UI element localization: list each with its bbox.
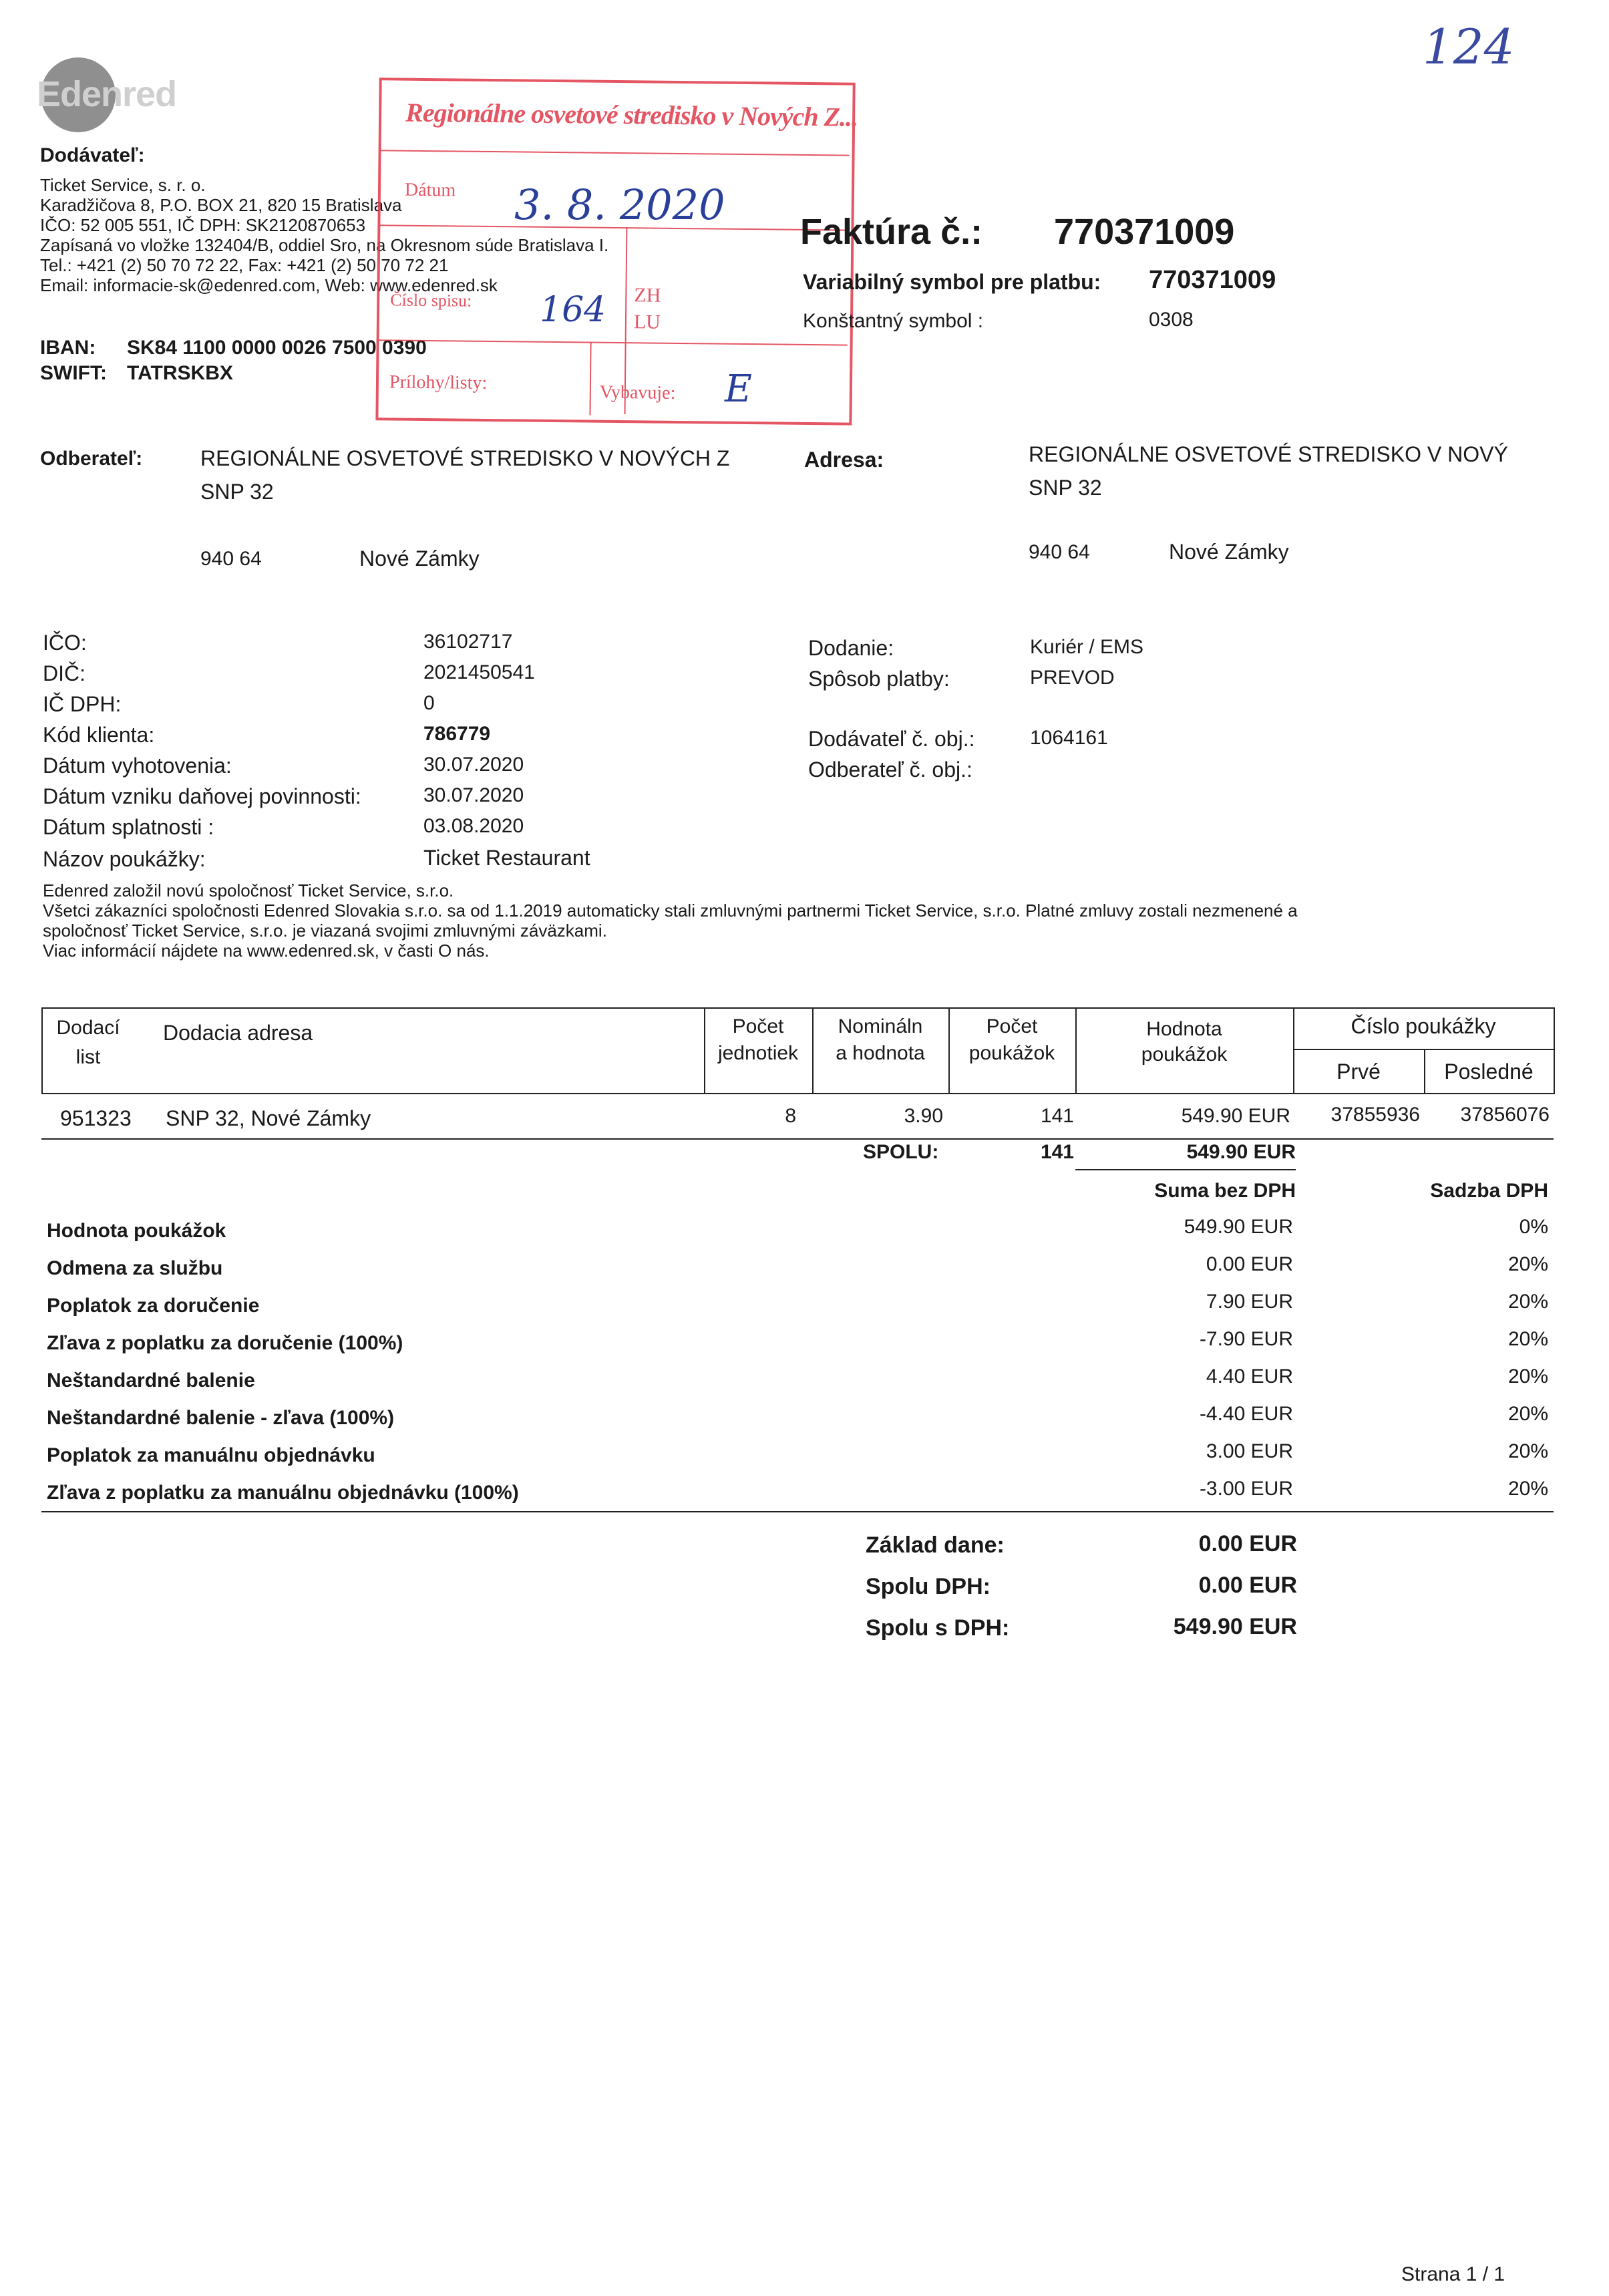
summary-item-amount: 549.90 EUR (1184, 1216, 1293, 1238)
summary-col-rate: Sadzba DPH (1430, 1180, 1548, 1202)
detail-value: 0 (423, 692, 435, 714)
supplier-line: IČO: 52 005 551, IČ DPH: SK2120870653 (40, 215, 366, 235)
summary-item-label: Neštandardné balenie - zľava (100%) (47, 1407, 395, 1429)
stamp-date-label: Dátum (404, 179, 456, 201)
handwritten-page-number: 124 (1423, 19, 1515, 75)
supplier-heading: Dodávateľ: (40, 144, 145, 166)
summary-item-label: Odmena za službu (47, 1257, 223, 1279)
address-city: Nové Zámky (1169, 540, 1289, 564)
col-header-pocet-jednotiek: jednotiek (717, 1042, 799, 1064)
total-line-value: 0.00 EUR (1198, 1573, 1297, 1598)
invoice-number: 770371009 (1054, 212, 1235, 252)
customer-city: Nové Zámky (359, 546, 480, 570)
summary-item-amount: 4.40 EUR (1206, 1365, 1293, 1387)
customer-label: Odberateľ: (40, 448, 143, 470)
detail-value: 03.08.2020 (423, 815, 524, 837)
summary-item-amount: -3.00 EUR (1199, 1478, 1293, 1500)
edenred-logo (37, 55, 177, 135)
total-line-value: 0.00 EUR (1198, 1531, 1297, 1556)
summary-item-rate: 20% (1507, 1365, 1548, 1387)
table-border (41, 1007, 1554, 1009)
total-line-value: 549.90 EUR (1173, 1614, 1297, 1639)
total-line-label: Základ dane: (866, 1532, 1005, 1558)
supplier-line: Zapísaná vo vložke 132404/B, oddiel Sro, na Okresnom súde Bratislava I. (40, 235, 609, 255)
detail-label: Dátum splatnosti : (43, 815, 214, 839)
delivery-label: Dodávateľ č. obj.: (808, 727, 975, 751)
registry-stamp (375, 77, 860, 430)
total-value: 549.90 EUR (1186, 1141, 1296, 1163)
col-header-dodaci: Dodací (56, 1017, 120, 1039)
summary-item-label: Zľava z poplatku za doručenie (100%) (47, 1332, 403, 1354)
summary-item-amount: -4.40 EUR (1199, 1403, 1293, 1425)
cell-pocet-poukazok: 141 (1040, 1105, 1074, 1127)
summary-item-label: Zľava z poplatku za manuálnu objednávku (100%) (47, 1482, 519, 1504)
cell-pocet-jednotiek: 8 (785, 1105, 796, 1127)
invoice-title-label: Faktúra č.: (800, 212, 983, 252)
table-border (1293, 1049, 1554, 1050)
customer-street: SNP 32 (200, 480, 274, 504)
summary-item-rate: 20% (1507, 1328, 1548, 1350)
summary-item-rate: 20% (1507, 1440, 1548, 1462)
var-symbol-value: 770371009 (1149, 266, 1276, 294)
iban-label: IBAN: (40, 337, 96, 359)
table-total-border (41, 1138, 1554, 1140)
cell-adresa: SNP 32, Nové Zámky (166, 1106, 371, 1130)
address-name: REGIONÁLNE OSVETOVÉ STREDISKO V NOVÝ (1029, 442, 1508, 466)
detail-label: Dátum vzniku daňovej povinnosti: (43, 784, 361, 808)
notice-line: Edenred založil novú spoločnosť Ticket Service, s.r.o. (43, 880, 454, 900)
summary-item-rate: 0% (1519, 1216, 1548, 1238)
detail-label: IČO: (43, 631, 87, 655)
stamp-attachments-label: Prílohy/listy: (389, 371, 488, 393)
swift-label: SWIFT: (40, 362, 107, 384)
col-header-adresa: Dodacia adresa (163, 1021, 313, 1045)
detail-label: IČ DPH: (43, 692, 122, 716)
var-symbol-label: Variabilný symbol pre platbu: (803, 270, 1101, 294)
total-line-label: Spolu DPH: (866, 1574, 991, 1599)
delivery-label: Odberateľ č. obj.: (808, 758, 972, 782)
summary-item-label: Poplatok za doručenie (47, 1295, 260, 1317)
detail-label: Názov poukážky: (43, 847, 206, 871)
summary-item-label: Poplatok za manuálnu objednávku (47, 1444, 375, 1466)
cell-posledne: 37856076 (1460, 1104, 1550, 1126)
stamp-lu: LU (633, 311, 661, 333)
notice-line: spoločnosť Ticket Service, s.r.o. je viazaná svojimi zmluvnými záväzkami. (43, 921, 607, 941)
summary-underline (41, 1511, 1554, 1512)
stamp-file-label: Číslo spisu: (390, 290, 472, 311)
table-border (41, 1093, 1554, 1094)
delivery-label: Dodanie: (808, 636, 894, 660)
supplier-line: Email: informacie-sk@edenred.com, Web: www.edenred.sk (40, 275, 498, 295)
col-header-nominal: Nomináln (838, 1015, 923, 1037)
col-header-pocet-poukazok: poukážok (968, 1042, 1055, 1064)
notice-line: Všetci zákazníci spoločnosti Edenred Slovakia s.r.o. sa od 1.1.2019 automaticky stali zmluvnými partnermi Ticket Service, s.r.o. Platné zmluvy zostali nezmenené a (43, 900, 1298, 921)
summary-item-label: Neštandardné balenie (47, 1369, 255, 1391)
swift-value: TATRSKBX (127, 362, 233, 384)
total-label: SPOLU: (863, 1141, 939, 1163)
table-total-underline (1075, 1169, 1296, 1170)
detail-label: Dátum vyhotovenia: (43, 754, 232, 778)
summary-item-rate: 20% (1507, 1253, 1548, 1275)
address-street: SNP 32 (1029, 476, 1102, 500)
summary-item-label: Hodnota poukážok (47, 1220, 226, 1242)
stamp-handled-handwritten: E (725, 367, 752, 411)
summary-item-rate: 20% (1507, 1291, 1548, 1313)
summary-item-rate: 20% (1507, 1478, 1548, 1500)
col-header-posledne: Posledné (1444, 1059, 1534, 1084)
col-header-hodnota: poukážok (1141, 1043, 1228, 1065)
address-label: Adresa: (804, 448, 884, 472)
col-header-cislo-poukazky: Číslo poukážky (1351, 1014, 1496, 1038)
col-header-hodnota: Hodnota (1146, 1018, 1222, 1040)
supplier-line: Ticket Service, s. r. o. (40, 175, 206, 195)
delivery-value: 1064161 (1030, 727, 1108, 749)
delivery-value: Kuriér / EMS (1030, 636, 1144, 658)
summary-item-amount: -7.90 EUR (1199, 1328, 1293, 1350)
stamp-title: Regionálne osvetové stredisko v Nových Z... (405, 97, 858, 132)
page-indicator: Strana 1 / 1 (1401, 2263, 1505, 2285)
col-header-nominal: a hodnota (836, 1042, 925, 1064)
col-header-prve: Prvé (1336, 1059, 1381, 1084)
stamp-file-handwritten: 164 (540, 290, 606, 330)
col-header-pocet-poukazok: Počet (986, 1015, 1038, 1037)
iban-value: SK84 1100 0000 0026 7500 0390 (127, 337, 427, 359)
delivery-label: Spôsob platby: (808, 667, 950, 691)
table-border (1554, 1007, 1555, 1094)
supplier-line: Karadžičova 8, P.O. BOX 21, 820 15 Bratislava (40, 195, 402, 215)
logo-text: Edenred (37, 74, 177, 114)
detail-label: Kód klienta: (43, 723, 155, 747)
address-zip: 940 64 (1029, 541, 1090, 563)
cell-hodnota: 549.90 EUR (1181, 1105, 1290, 1127)
summary-item-rate: 20% (1507, 1403, 1548, 1425)
supplier-line: Tel.: +421 (2) 50 70 72 22, Fax: +421 (2) 50 70 72 21 (40, 255, 449, 275)
cell-nominal: 3.90 (904, 1105, 943, 1127)
delivery-value: PREVOD (1030, 667, 1115, 689)
stamp-zh: ZH (634, 284, 661, 307)
detail-value: 30.07.2020 (423, 784, 524, 806)
customer-zip: 940 64 (200, 548, 262, 570)
const-symbol-value: 0308 (1149, 309, 1194, 331)
summary-col-sum: Suma bez DPH (1154, 1180, 1296, 1202)
col-header-dodaci: list (75, 1046, 101, 1068)
customer-name: REGIONÁLNE OSVETOVÉ STREDISKO V NOVÝCH Z (200, 446, 730, 470)
detail-value: 786779 (423, 723, 491, 745)
summary-item-amount: 0.00 EUR (1206, 1253, 1293, 1275)
stamp-handled-label: Vybavuje: (599, 381, 676, 403)
total-count: 141 (1040, 1141, 1074, 1163)
cell-prve: 37855936 (1330, 1104, 1420, 1126)
summary-item-amount: 3.00 EUR (1206, 1440, 1293, 1462)
summary-item-amount: 7.90 EUR (1206, 1291, 1293, 1313)
detail-value: Ticket Restaurant (423, 846, 590, 870)
detail-label: DIČ: (43, 661, 85, 685)
col-header-pocet-jednotiek: Počet (732, 1015, 784, 1037)
stamp-date-handwritten: 3. 8. 2020 (514, 180, 725, 229)
notice-line: Viac informácií nájdete na www.edenred.sk, v časti O nás. (43, 941, 490, 961)
detail-value: 30.07.2020 (423, 754, 524, 776)
cell-dodaci: 951323 (60, 1106, 132, 1130)
detail-value: 36102717 (423, 631, 513, 653)
total-line-label: Spolu s DPH: (866, 1615, 1010, 1641)
const-symbol-label: Konštantný symbol : (803, 310, 984, 332)
detail-value: 2021450541 (423, 661, 535, 683)
